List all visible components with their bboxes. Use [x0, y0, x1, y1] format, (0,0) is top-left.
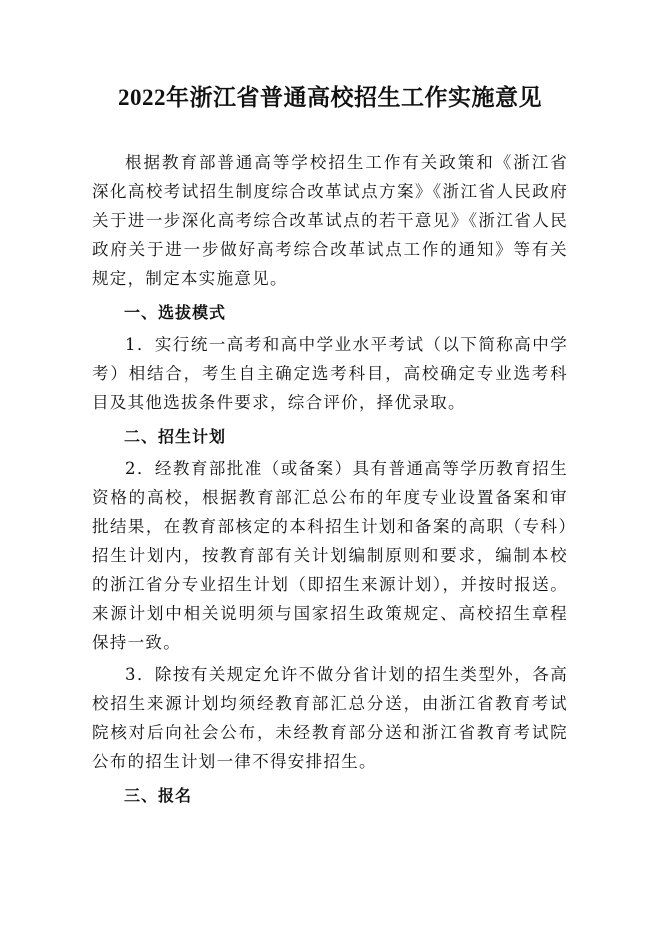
paragraph-2: 2．经教育部批准（或备案）具有普通高等学历教育招生资格的高校，根据教育部汇总公布的年度专业设置备案和审批结果，在教育部核定的本科招生计划和备案的高职（专科）招生计划内，按教育部有关计划编制原则和要求，编制本校的浙江省分专业招生计划（即招生来源计划），并按时报送。来源计划中相关说明须与国家招生政策规定、高校招生章程保持一致。 [92, 459, 568, 652]
paragraph-3: 3．除按有关规定允许不做分省计划的招生类型外，各高校招生来源计划均须经教育部汇总分送，由浙江省教育考试院核对后向社会公布，未经教育部分送和浙江省教育考试院公布的招生计划一律不得安排招生。 [92, 665, 568, 771]
section-heading-registration: 三、报名 [124, 786, 193, 805]
intro-paragraph: 根据教育部普通高等学校招生工作有关政策和《浙江省深化高校考试招生制度综合改革试点方案》《浙江省人民政府关于进一步深化高考综合改革试点的若干意见》《浙江省人民政府关于进一步做好高考综合改革试点工作的通知》等有关规定，制定本实施意见。 [92, 153, 568, 288]
document-title: 2022年浙江省普通高校招生工作实施意见 [118, 85, 542, 110]
document-body [92, 148, 568, 810]
section-heading-selection-mode: 一、选拔模式 [124, 303, 227, 322]
section-heading-enrollment-plan: 二、招生计划 [124, 427, 227, 446]
paragraph-1: 1．实行统一高考和高中学业水平考试（以下简称高中学考）相结合，考生自主确定选考科目，高校确定专业选考科目及其他选拔条件要求，综合评价，择优录取。 [92, 335, 568, 412]
